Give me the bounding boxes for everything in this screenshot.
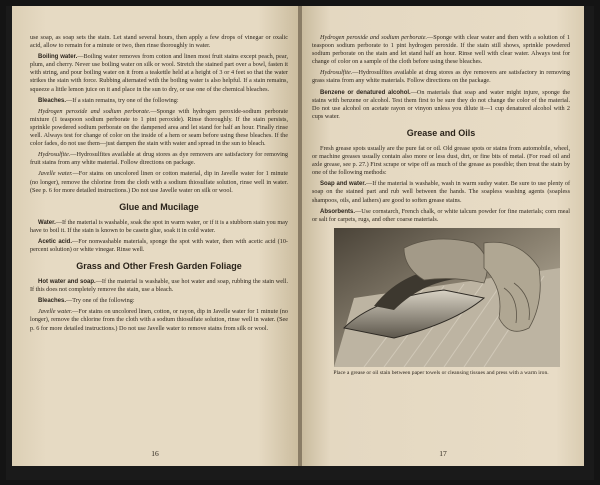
paragraph-text: —If the material is washable, wash in warm sudsy water. Be sure to use plenty of soap on the stained part and rub well between the hands. The soapless washing agents (soapless shampoos, oils, and lathers) are good to soften grease stains. <box>312 180 571 204</box>
paragraph: use soap, as soap sets the stain. Let stand several hours, then apply a few drops of vinegar or oxalic acid, allow to remain for a minute or two, then rinse thoroughly in water. <box>30 34 288 50</box>
lead-term: Boiling water. <box>38 54 78 61</box>
paragraph-text: —If the material is washable, use hot water and soap, rubbing the stain well. If this does not completely remove the stain, use a bleach. <box>30 278 289 294</box>
paragraph-grease-intro: Fresh grease spots usually are the pure fat or oil. Old grease spots or stains from automobile, wheel, or machine greases usually contain also more or less dust, dirt, or fine bits of metal. (For road oil and axle grease, see p. 27.) First scrape or wipe off as much of the grease as possible; then treat the stain by one of the following methods: <box>312 144 570 177</box>
lead-term: Hydrosulfite. <box>320 69 353 77</box>
lead-term: Bleaches. <box>38 298 67 305</box>
paragraph-text: —Hydrosulfites available at drug stores as dye removers are satisfactory for removing fruit stains from any white material. Follow directions on package. <box>30 151 288 167</box>
page-number: 17 <box>439 449 447 458</box>
paragraph-text: —For stains on uncolored linen, cotton, or rayon, dip in Javelle water for 1 minute (no longer), remove the chlorine from the cloth with a sodium thiosulfate solution, rinse well in water. (See p. 6 for more detailed instructions.) Do not use Javelle water to remove stains from silk or wool. <box>30 308 288 332</box>
paragraph-text: —On materials that soap and water might injure, sponge the stains with benzene or alcohol. Test them first to be sure they do not change the color of the material. Do not use alcohol on acetate rayon or vinyon unless you dilute it—1 cup denatured alcohol with 2 cups water. <box>312 88 570 120</box>
paragraph-water <box>30 219 288 235</box>
photo-caption: Place a grease or oil stain between paper towels or cleansing tissues and press with a warm iron. <box>333 369 549 376</box>
lead-term: Absorbents. <box>320 208 356 215</box>
paragraph-absorbents <box>312 208 570 224</box>
paragraph-hot-water <box>30 278 288 294</box>
paragraph-boiling-water <box>30 53 288 93</box>
section-heading-grass: Grass and Other Fresh Garden Foliage <box>76 261 242 272</box>
paragraph-text: —Boiling water removes from cotton and linen most fruit stains except peach, pear, plum, and cherry. Never use boiling water on silk or wool. Stretch the stained part over a bowl, fasten it with string, and pour boiling water on it from a teakettle held at a height of 3 or 4 feet so that the water strikes the stain with force. Rubbing alternated with the boiling water is also helpful. If a stain remains, squeeze a little lemon juice on it and place in the sun to dry, or use one of the chemical bleaches. <box>30 53 288 93</box>
ironing-illustration <box>334 228 560 367</box>
section-heading-glue: Glue and Mucilage <box>119 201 199 212</box>
paragraph-soap-water <box>312 180 570 204</box>
paragraph-acetic-acid <box>30 238 288 254</box>
paragraph-benzene <box>312 89 570 121</box>
paragraph-bleaches-2 <box>30 297 288 305</box>
paragraph-text: —Hydrosulfites available at drug stores as dye removers are satisfactory in removing grass stains from any white materials. Follow directions on the package. <box>312 69 570 85</box>
lead-term: Soap and water. <box>320 181 367 188</box>
lead-term: Water. <box>38 219 56 226</box>
paragraph-javelle-water-2 <box>30 308 288 332</box>
lead-term: Acetic acid. <box>38 238 73 245</box>
paragraph-javelle-water <box>30 170 288 194</box>
paragraph-text: —Sponge with clear water and then with a solution of 1 teaspoon sodium perborate to 1 pint hydrogen peroxide. If the stain still shows, sprinkle powdered sodium perborate on the stain and let stand half an hour. Rinse well with clear water. Always test for change of color on a sample of the cloth before using these bleaches. <box>312 34 571 66</box>
lead-term: Javelle water. <box>38 170 73 178</box>
lead-term: Javelle water. <box>38 308 73 316</box>
paragraph-text: —For nonwashable materials, sponge the spot with water, then with acetic acid (10-percent solution) or white vinegar. Rinse well. <box>30 237 288 253</box>
paragraph-hydrosulfite-2 <box>312 69 570 85</box>
paragraph-text: —If a stain remains, try one of the following: <box>66 96 179 104</box>
section-heading-grease: Grease and Oils <box>406 127 476 138</box>
ironing-photo <box>334 228 560 367</box>
paragraph-text: —Try one of the following: <box>66 297 135 305</box>
paragraph-text: —For stains on uncolored linen or cotton material, dip in Javelle water for 1 minute (no longer), remove the chlorine from the cloth with a sodium thiosulfate solution, rinse well in water. (See p. 6 for more detailed instructions.) Do not use Javelle water on silk or wool. <box>30 170 288 194</box>
paragraph-text: —Use cornstarch, French chalk, or white talcum powder for fine materials; corn meal or salt for carpets, rugs, and other coarse materials. <box>312 207 570 223</box>
left-page <box>12 6 298 466</box>
lead-term: Bleaches. <box>38 97 67 104</box>
lead-term: Hydrosulfite. <box>38 151 71 159</box>
paragraph-hydrosulfite <box>30 151 288 167</box>
lead-term: Hot water and soap. <box>38 279 96 286</box>
paragraph-hydrogen-peroxide <box>30 108 288 148</box>
lead-term: Hydrogen peroxide and sodium perborate. <box>38 107 151 115</box>
lead-term: Hydrogen peroxide and sodium perborate. <box>320 34 428 41</box>
lead-term: Benzene or denatured alcohol. <box>320 89 411 96</box>
paragraph-text: —If the material is washable, soak the spot in warm water, or if it is a stubborn stain you may have to boil it. If the stain is known to be casein glue, soak it in cold water. <box>30 218 288 234</box>
page-number: 16 <box>151 449 159 458</box>
right-page <box>302 6 584 466</box>
paragraph-text: —Sponge with hydrogen peroxide-sodium perborate mixture (1 teaspoon sodium perborate to 1 pint peroxide). Rinse thoroughly. If the stain persists, sprinkle powdered sodium perborate on the dampened area and let stand for half an hour. Finally rinse well. Always test for change of color on the inside of a hem or seam before using these bleaches. If the color fades, do not use them—just dampen the stain with water and spread in the sun to bleach. <box>30 107 288 148</box>
paragraph-bleaches <box>30 97 288 105</box>
paragraph-hydrogen-peroxide-2 <box>312 34 570 66</box>
